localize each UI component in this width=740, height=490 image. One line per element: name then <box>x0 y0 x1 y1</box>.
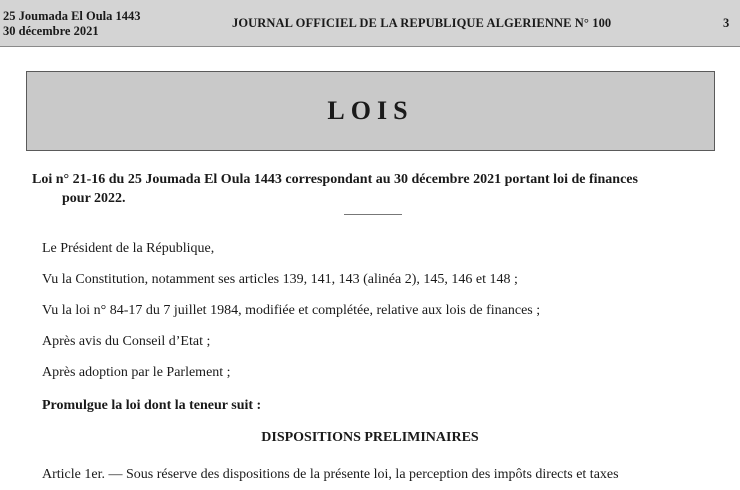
article-1: Article 1er. — Sous réserve des dispositions de la présente loi, la perception des impôts directs et taxes <box>42 467 619 482</box>
paragraph-constitution: Vu la Constitution, notamment ses articles 139, 141, 143 (alinéa 2), 145, 146 et 148 ; <box>42 272 518 287</box>
paragraph-parlement: Après adoption par le Parlement ; <box>42 365 231 380</box>
law-heading <box>32 170 722 208</box>
section-title: LOIS <box>327 96 414 125</box>
journal-title: JOURNAL OFFICIEL DE LA REPUBLIQUE ALGERIENNE N° 100 <box>232 16 612 30</box>
section-banner <box>26 71 715 151</box>
law-heading-line1: Loi n° 21-16 du 25 Joumada El Oula 1443 correspondant au 30 décembre 2021 portant loi de finances <box>32 172 638 187</box>
header-date-gregorian: 30 décembre 2021 <box>3 24 99 38</box>
divider <box>344 214 402 215</box>
page-header <box>0 0 740 47</box>
header-date <box>3 9 141 39</box>
header-date-hijri: 25 Joumada El Oula 1443 <box>3 9 141 23</box>
page-number: 3 <box>723 16 730 30</box>
dispositions-heading: DISPOSITIONS PRELIMINAIRES <box>261 430 479 445</box>
paragraph-promulgue: Promulgue la loi dont la teneur suit : <box>42 398 262 413</box>
law-heading-line2: pour 2022. <box>62 191 126 206</box>
paragraph-loi-84-17: Vu la loi n° 84-17 du 7 juillet 1984, modifiée et complétée, relative aux lois de finances ; <box>42 303 541 318</box>
paragraph-conseil-etat: Après avis du Conseil d’Etat ; <box>42 334 211 349</box>
paragraph-president: Le Président de la République, <box>42 241 215 256</box>
